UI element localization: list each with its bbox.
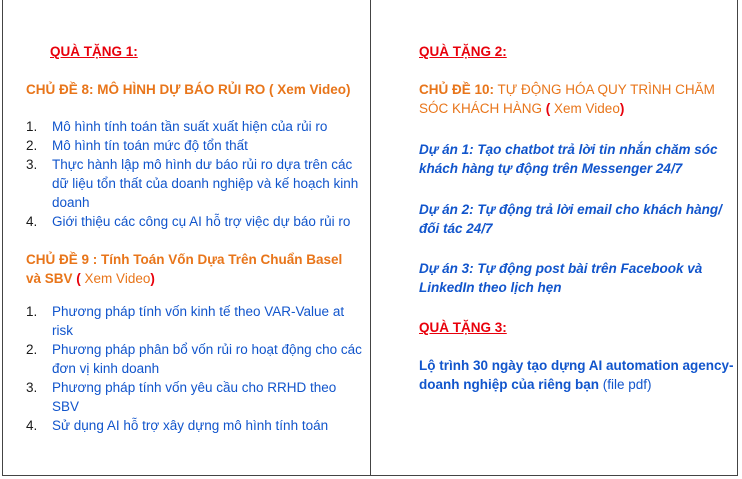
list-item: 2. Phương pháp phân bổ vốn rủi ro hoạt động cho các đơn vị kinh doanh (26, 342, 362, 376)
topic-8-title: CHỦ ĐỀ 8: MÔ HÌNH DỰ BÁO RỦI RO ( Xem Video) (26, 82, 351, 97)
list-item: 1. Mô hình tính toán tần suất xuất hiện của rủi ro (26, 119, 328, 134)
gift-1-title: QUÀ TẶNG 1: (50, 44, 138, 59)
project-1: Dự án 1: Tạo chatbot trả lời tin nhắn chăm sóc khách hàng tự động trên Messenger 24/7 (419, 142, 718, 176)
topic-9-title: CHỦ ĐỀ 9 : Tính Toán Vốn Dựa Trên Chuẩn Basel và SBV ( Xem Video) (26, 252, 343, 286)
watch-video-link[interactable]: Xem Video (550, 101, 620, 116)
gift-3-title: QUÀ TẶNG 3: (419, 320, 507, 335)
list-item: 4. Sử dụng AI hỗ trợ xây dựng mô hình tính toán (26, 418, 329, 433)
gift-2-title: QUÀ TẶNG 2: (419, 44, 507, 59)
list-item: 2. Mô hình tín toán mức độ tổn thất (26, 138, 248, 153)
roadmap-text: Lộ trình 30 ngày tạo dựng AI automation agency-doanh nghiệp của riêng bạn (file pdf) (419, 358, 734, 392)
column-divider (370, 0, 371, 476)
topic-9-list (26, 302, 364, 435)
list-item: 3. Thực hành lập mô hình dư báo rủi ro dựa trên các dữ liệu tổn thất của doanh nghiệp và kế hoạch kinh doanh (26, 157, 359, 210)
list-item: 4. Giới thiệu các công cụ AI hỗ trợ việc dự báo rủi ro (26, 214, 351, 229)
file-pdf-note[interactable]: (file pdf) (599, 377, 652, 392)
topic-10-title: CHỦ ĐỀ 10: TỰ ĐỘNG HÓA QUY TRÌNH CHĂM SÓC KHÁCH HÀNG ( Xem Video) (419, 82, 715, 116)
list-item: 3. Phương pháp tính vốn yêu cầu cho RRHD theo SBV (26, 380, 337, 414)
list-item: 1. Phương pháp tính vốn kinh tế theo VAR-Value at risk (26, 304, 345, 338)
topic-8-list (26, 117, 364, 231)
watch-video-link[interactable]: Xem Video (80, 271, 151, 286)
project-2: Dự án 2: Tự động trả lời email cho khách hàng/ đối tác 24/7 (419, 202, 722, 236)
project-3: Dự án 3: Tự động post bài trên Facebook và LinkedIn theo lịch hẹn (419, 261, 703, 295)
